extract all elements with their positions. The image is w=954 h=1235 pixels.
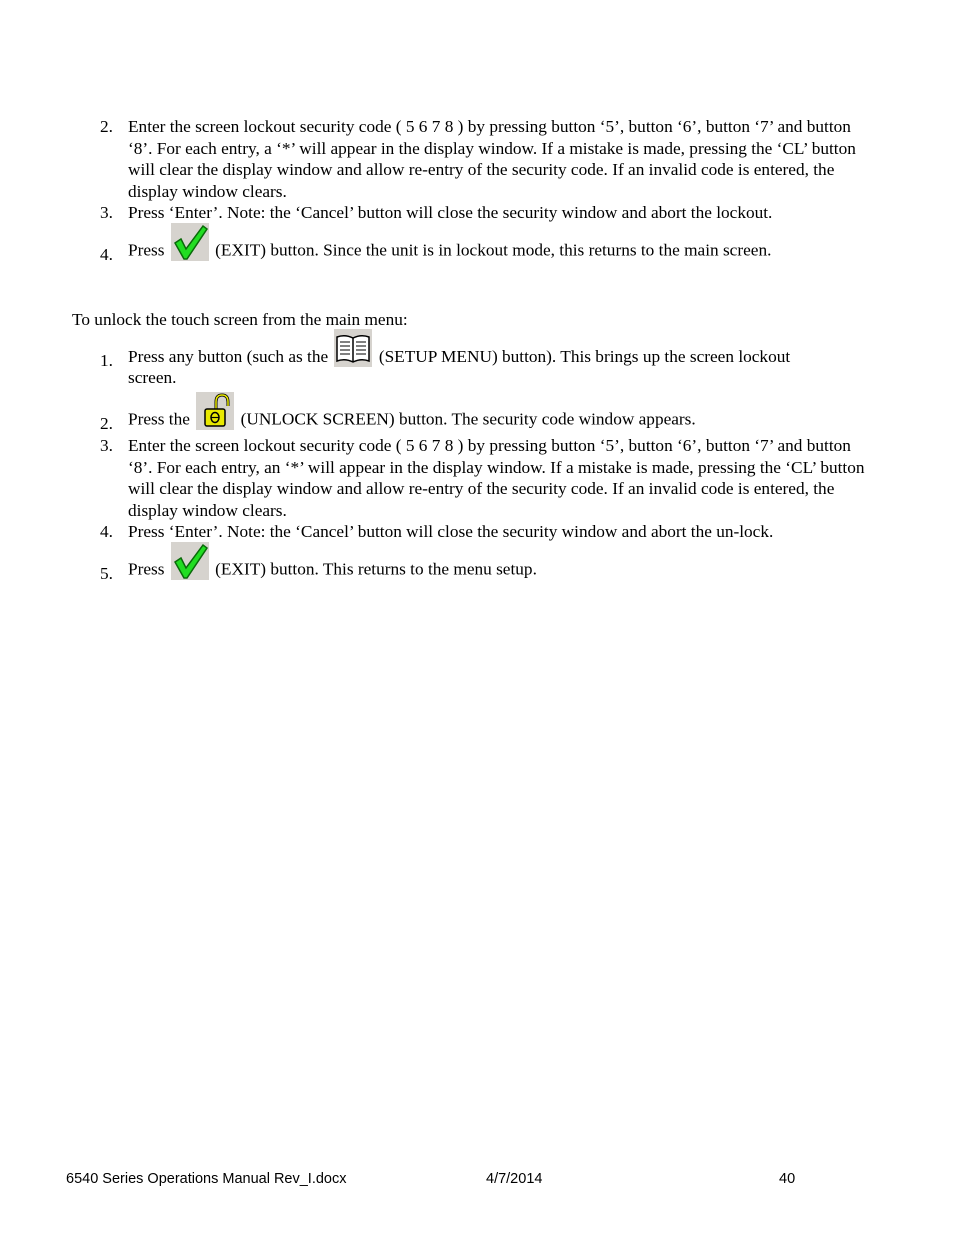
list-text: Enter the screen lockout security code ( 5 6 7 8 ) by pressing button ‘5’, button ‘6’, button ‘7’ and button ‘8’. For each entry, a ‘*’ will appear in the display window. If a mistake is made, pressing the ‘CL’ button will clear the display window and allow re-entry of the security code. If an invalid code is entered, the display window clears. — [128, 117, 856, 201]
list-number: 3. — [100, 436, 113, 455]
list-text: Press ‘Enter’. Note: the ‘Cancel’ button will close the security window and abort the un-lock. — [128, 522, 774, 541]
list-text: Press the — [128, 409, 190, 429]
list-number: 5. — [100, 564, 113, 583]
list-text: (UNLOCK SCREEN) button. The security code window appears. — [240, 409, 696, 429]
unlocked-padlock-icon — [196, 392, 234, 430]
section-intro: To unlock the touch screen from the main menu: — [72, 310, 408, 329]
checkmark-icon — [171, 542, 209, 580]
list-text: Press ‘Enter’. Note: the ‘Cancel’ button will close the security window and abort the lockout. — [128, 203, 773, 222]
list-text: Press — [128, 240, 165, 260]
footer-page-number: 40 — [779, 1171, 796, 1187]
footer-date: 4/7/2014 — [486, 1171, 543, 1187]
checkmark-icon — [171, 223, 209, 261]
list-text: screen. — [128, 368, 177, 387]
list-number: 1. — [100, 351, 113, 370]
list-text: (SETUP MENU) button). This brings up the screen lockout — [378, 346, 791, 366]
list-number: 2. — [100, 117, 113, 136]
list-text: Enter the screen lockout security code ( 5 6 7 8 ) by pressing button ‘5’, button ‘6’, button ‘7’ and button ‘8’. For each entry, an ‘*’ will appear in the display window. If a mistake is made, pressing the ‘CL’ button will clear the display window and allow re-entry of the security code. If an invalid code is entered, the display window clears. — [128, 436, 865, 520]
list-text: (EXIT) button. This returns to the menu setup. — [215, 559, 537, 579]
list-text: Press any button (such as the — [128, 346, 329, 366]
list-text: (EXIT) button. Since the unit is in lockout mode, this returns to the main screen. — [215, 240, 772, 260]
footer-filename: 6540 Series Operations Manual Rev_I.docx — [66, 1171, 347, 1187]
list-number: 2. — [100, 414, 113, 433]
list-number: 3. — [100, 203, 113, 222]
list-number: 4. — [100, 522, 113, 541]
book-icon — [334, 329, 372, 367]
list-number: 4. — [100, 245, 113, 264]
list-text: Press — [128, 559, 165, 579]
